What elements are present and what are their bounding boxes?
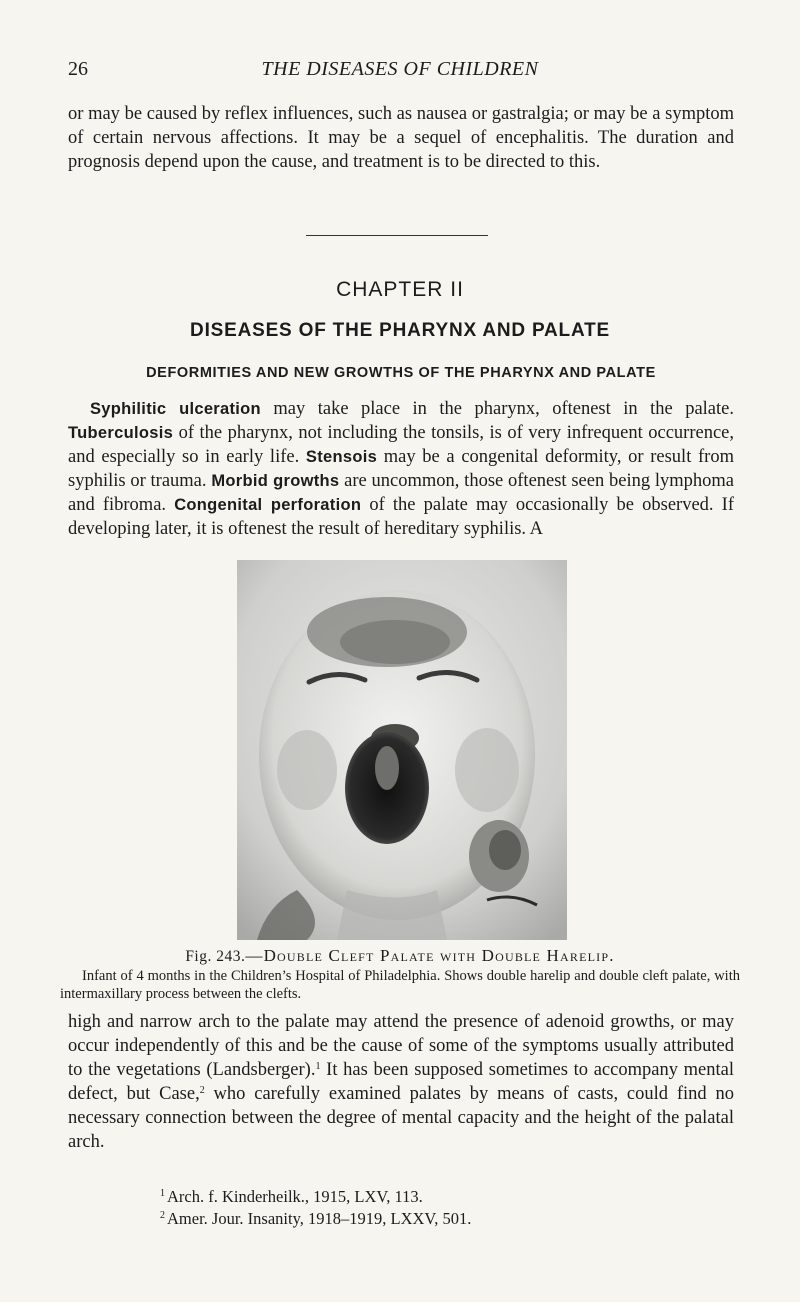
main-text-2: of the pharynx, not including the tonsils, is of very infrequent occurrence, and especially so in early life.: [68, 423, 734, 467]
running-head: [68, 58, 732, 86]
main-text-5: of the palate may occasionally be observed. If developing later, it is oftenest the result of hereditary syphilis. A: [68, 495, 735, 539]
footnote-ref-2[interactable]: 2: [199, 1085, 205, 1096]
term-stenosis: Stensois: [305, 448, 378, 466]
footnotes: [0, 1184, 800, 1228]
chapter-title: DISEASES OF THE PHARYNX AND PALATE: [190, 320, 610, 341]
term-morbid-growths: Morbid growths: [211, 472, 340, 490]
figure-title: —Double Cleft Palate with Double Harelip.: [245, 946, 615, 965]
footnote: [0, 1206, 800, 1228]
running-title: THE DISEASES OF CHILDREN: [261, 58, 539, 80]
figure-label: Fig. 243.: [185, 948, 246, 965]
section-heading: DEFORMITIES AND NEW GROWTHS OF THE PHARYNX AND PALATE: [146, 365, 656, 381]
main-text-1: may take place in the pharynx, oftenest in the palate.: [260, 399, 734, 419]
page-number: 26: [68, 58, 88, 80]
footnote: [0, 1184, 800, 1206]
figure-photograph: [237, 560, 567, 940]
cont-text-3: who carefully examined palates by means of casts, could find no necessary connection between the degree of mental capacity and the height of the palatal arch.: [68, 1084, 734, 1152]
footnote-marker: 2: [160, 1210, 165, 1221]
figure-legend: [60, 967, 740, 1003]
cont-text-2: It has been supposed sometimes to accompany mental defect, but Case,: [68, 1060, 734, 1104]
figure-caption: [0, 946, 800, 966]
term-congenital-perforation: Congenital perforation: [174, 496, 362, 514]
footnote-ref-1[interactable]: 1: [315, 1061, 321, 1072]
figure-legend-text: Infant of 4 months in the Children’s Hospital of Philadelphia. Shows double harelip and double cleft palate, with intermaxillary process between the clefts.: [60, 968, 740, 1002]
term-tuberculosis: Tuberculosis: [68, 424, 174, 442]
main-text-4: are uncommon, those oftenest seen being lymphoma and fibroma.: [68, 471, 735, 515]
main-paragraph: [68, 397, 734, 541]
intro-paragraph: or may be caused by reflex influences, such as nausea or gastralgia; or may be a symptom of certain nervous affections. It may be a sequel of encephalitis. The duration and prognosis depend upon the cause, and treatment is to be directed to this.: [68, 104, 734, 172]
footnote-marker: 1: [160, 1188, 165, 1199]
footnote-text: Arch. f. Kinderheilk., 1915, LXV, 113.: [167, 1187, 423, 1206]
term-syphilitic-ulceration: Syphilitic ulceration: [90, 400, 261, 418]
continuation-paragraph: [68, 1010, 734, 1154]
section-divider: [306, 235, 488, 236]
footnote-text: Amer. Jour. Insanity, 1918–1919, LXXV, 501.: [167, 1209, 472, 1228]
main-text-3: may be a congenital deformity, or result from syphilis or trauma.: [68, 447, 734, 491]
cont-text-1: high and narrow arch to the palate may attend the presence of adenoid growths, or may occur independently of this and be the cause of some of the symptoms usually attributed to the vegetations (Landsberger).: [68, 1012, 734, 1080]
chapter-number: CHAPTER II: [336, 278, 464, 301]
